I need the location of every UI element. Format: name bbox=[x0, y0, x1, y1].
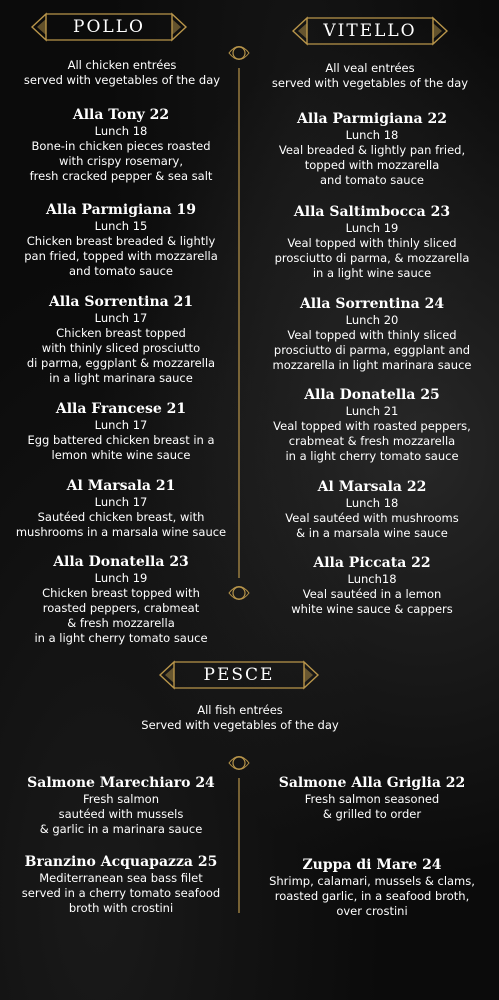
item-lunch-price: Lunch 21 bbox=[345, 404, 399, 418]
item-description-line: white wine sauce & cappers bbox=[291, 602, 453, 616]
intro-line: Served with vegetables of the day bbox=[141, 718, 339, 732]
item-description-line: Veal topped with roasted peppers, bbox=[273, 419, 471, 433]
item-description-line: Fresh salmon seasoned bbox=[304, 792, 440, 806]
item-name: Alla Donatella 23 bbox=[53, 554, 189, 570]
item-description-line: Veal topped with thinly sliced bbox=[287, 236, 457, 250]
item-lunch-price: Lunch 17 bbox=[94, 495, 148, 509]
item-name: Al Marsala 22 bbox=[317, 479, 427, 495]
menu-item-vitello-alla-donatella bbox=[250, 386, 494, 464]
item-description-line: mushrooms in a marsala wine sauce bbox=[15, 525, 227, 539]
item-description-line: prosciutto di parma, & mozzarella bbox=[274, 251, 470, 265]
item-description-line: prosciutto di parma, eggplant and bbox=[273, 343, 471, 357]
item-description-line: Veal topped with thinly sliced bbox=[287, 328, 457, 342]
menu-item-pollo-alla-tony bbox=[2, 106, 240, 184]
item-description-line: with thinly sliced prosciutto bbox=[41, 341, 201, 355]
menu-item-pesce-zuppa-di-mare bbox=[250, 856, 494, 919]
menu-item-vitello-alla-sorrentina bbox=[250, 295, 494, 373]
item-description-line: over crostini bbox=[336, 904, 408, 918]
menu-item-pollo-alla-francese bbox=[2, 400, 240, 463]
item-description-line: in a light cherry tomato sauce bbox=[34, 631, 208, 645]
item-description-line: Veal breaded & lightly pan fried, bbox=[278, 143, 466, 157]
item-description-line: and tomato sauce bbox=[319, 173, 424, 187]
item-name: Alla Francese 21 bbox=[55, 401, 187, 417]
pollo-banner bbox=[28, 10, 190, 44]
item-description-line: in a light wine sauce bbox=[312, 266, 432, 280]
item-name: Branzino Acquapazza 25 bbox=[24, 854, 218, 870]
section-title-pollo: POLLO bbox=[73, 17, 145, 37]
intro-line: All veal entrées bbox=[325, 61, 415, 75]
item-description-line: served in a cherry tomato seafood bbox=[21, 886, 221, 900]
menu-item-pesce-salmone-alla-griglia bbox=[250, 774, 494, 822]
item-description-line: Egg battered chicken breast in a bbox=[27, 433, 215, 447]
item-description-line: roasted peppers, crabmeat bbox=[42, 601, 200, 615]
item-lunch-price: Lunch 18 bbox=[94, 124, 148, 138]
item-description-line: roasted garlic, in a seafood broth, bbox=[274, 889, 470, 903]
pesce-intro bbox=[110, 703, 370, 733]
item-lunch-price: Lunch 15 bbox=[94, 219, 148, 233]
item-description-line: & garlic in a marinara sauce bbox=[39, 822, 203, 836]
item-description-line: fresh cracked pepper & sea salt bbox=[29, 169, 213, 183]
item-description-line: Veal sautéed with mushrooms bbox=[285, 511, 459, 525]
item-name: Alla Tony 22 bbox=[72, 107, 170, 123]
item-description-line: Shrimp, calamari, mussels & clams, bbox=[269, 874, 475, 888]
item-description-line: Fresh salmon bbox=[82, 792, 160, 806]
section-title-pesce: PESCE bbox=[203, 665, 275, 685]
item-description-line: Chicken breast topped bbox=[56, 326, 186, 340]
item-description-line: with crispy rosemary, bbox=[58, 154, 184, 168]
item-lunch-price: Lunch 18 bbox=[345, 496, 399, 510]
intro-line: All chicken entrées bbox=[67, 58, 177, 72]
item-lunch-price: Lunch 17 bbox=[94, 311, 148, 325]
item-description-line: pan fried, topped with mozzarella bbox=[24, 249, 218, 263]
item-name: Alla Parmigiana 19 bbox=[46, 202, 196, 218]
menu-item-pesce-branzino-acquapazza bbox=[2, 853, 240, 916]
vitello-banner bbox=[289, 14, 451, 48]
item-lunch-price: Lunch 18 bbox=[345, 128, 399, 142]
item-name: Alla Donatella 25 bbox=[304, 387, 440, 403]
menu-item-pollo-alla-parmigiana bbox=[2, 201, 240, 279]
item-name: Salmone Alla Griglia 22 bbox=[278, 775, 466, 791]
item-description-line: Chicken breast breaded & lightly bbox=[26, 234, 216, 248]
menu-item-vitello-al-marsala bbox=[250, 478, 494, 541]
section-title-vitello: VITELLO bbox=[323, 21, 417, 41]
menu-item-vitello-alla-parmigiana bbox=[250, 110, 494, 188]
intro-line: All fish entrées bbox=[197, 703, 283, 717]
item-description-line: broth with crostini bbox=[68, 901, 174, 915]
item-lunch-price: Lunch 17 bbox=[94, 418, 148, 432]
item-name: Alla Piccata 22 bbox=[313, 555, 431, 571]
item-description-line: Bone-in chicken pieces roasted bbox=[31, 139, 211, 153]
item-description-line: topped with mozzarella bbox=[304, 158, 440, 172]
pesce-banner bbox=[156, 658, 322, 692]
item-description-line: Sautéed chicken breast, with bbox=[37, 510, 205, 524]
vitello-intro bbox=[250, 61, 490, 91]
intro-line: served with vegetables of the day bbox=[271, 76, 469, 90]
item-name: Salmone Marechiaro 24 bbox=[27, 775, 215, 791]
item-description-line: Veal sautéed in a lemon bbox=[302, 587, 442, 601]
item-description-line: & in a marsala wine sauce bbox=[296, 526, 448, 540]
item-name: Alla Parmigiana 22 bbox=[297, 111, 447, 127]
item-description-line: lemon white wine sauce bbox=[51, 448, 191, 462]
item-description-line: in a light marinara sauce bbox=[49, 371, 193, 385]
item-name: Al Marsala 21 bbox=[66, 478, 176, 494]
item-description-line: crabmeat & fresh mozzarella bbox=[288, 434, 456, 448]
menu-item-pollo-alla-sorrentina bbox=[2, 293, 240, 386]
item-description-line: Chicken breast topped with bbox=[42, 586, 200, 600]
pollo-intro bbox=[2, 58, 242, 88]
item-name: Alla Sorrentina 21 bbox=[48, 294, 194, 310]
item-lunch-price: Lunch 20 bbox=[345, 313, 399, 327]
item-lunch-price: Lunch 19 bbox=[345, 221, 399, 235]
item-description-line: Mediterranean sea bass filet bbox=[39, 871, 203, 885]
item-name: Zuppa di Mare 24 bbox=[302, 857, 442, 873]
item-description-line: & grilled to order bbox=[322, 807, 422, 821]
item-lunch-price: Lunch 19 bbox=[94, 571, 148, 585]
menu-item-vitello-alla-piccata bbox=[250, 554, 494, 617]
item-description-line: sautéed with mussels bbox=[58, 807, 184, 821]
menu-item-pollo-al-marsala bbox=[2, 477, 240, 540]
item-lunch-price: Lunch18 bbox=[347, 572, 397, 586]
item-name: Alla Sorrentina 24 bbox=[299, 296, 445, 312]
menu-item-pesce-salmone-marechiaro bbox=[2, 774, 240, 837]
menu-item-vitello-alla-saltimbocca bbox=[250, 203, 494, 281]
item-description-line: & fresh mozzarella bbox=[67, 616, 175, 630]
item-description-line: di parma, eggplant & mozzarella bbox=[26, 356, 216, 370]
menu-item-pollo-alla-donatella bbox=[2, 553, 240, 646]
intro-line: served with vegetables of the day bbox=[23, 73, 221, 87]
item-description-line: and tomato sauce bbox=[68, 264, 173, 278]
item-name: Alla Saltimbocca 23 bbox=[293, 204, 451, 220]
item-description-line: in a light cherry tomato sauce bbox=[285, 449, 459, 463]
item-description-line: mozzarella in light marinara sauce bbox=[272, 358, 472, 372]
